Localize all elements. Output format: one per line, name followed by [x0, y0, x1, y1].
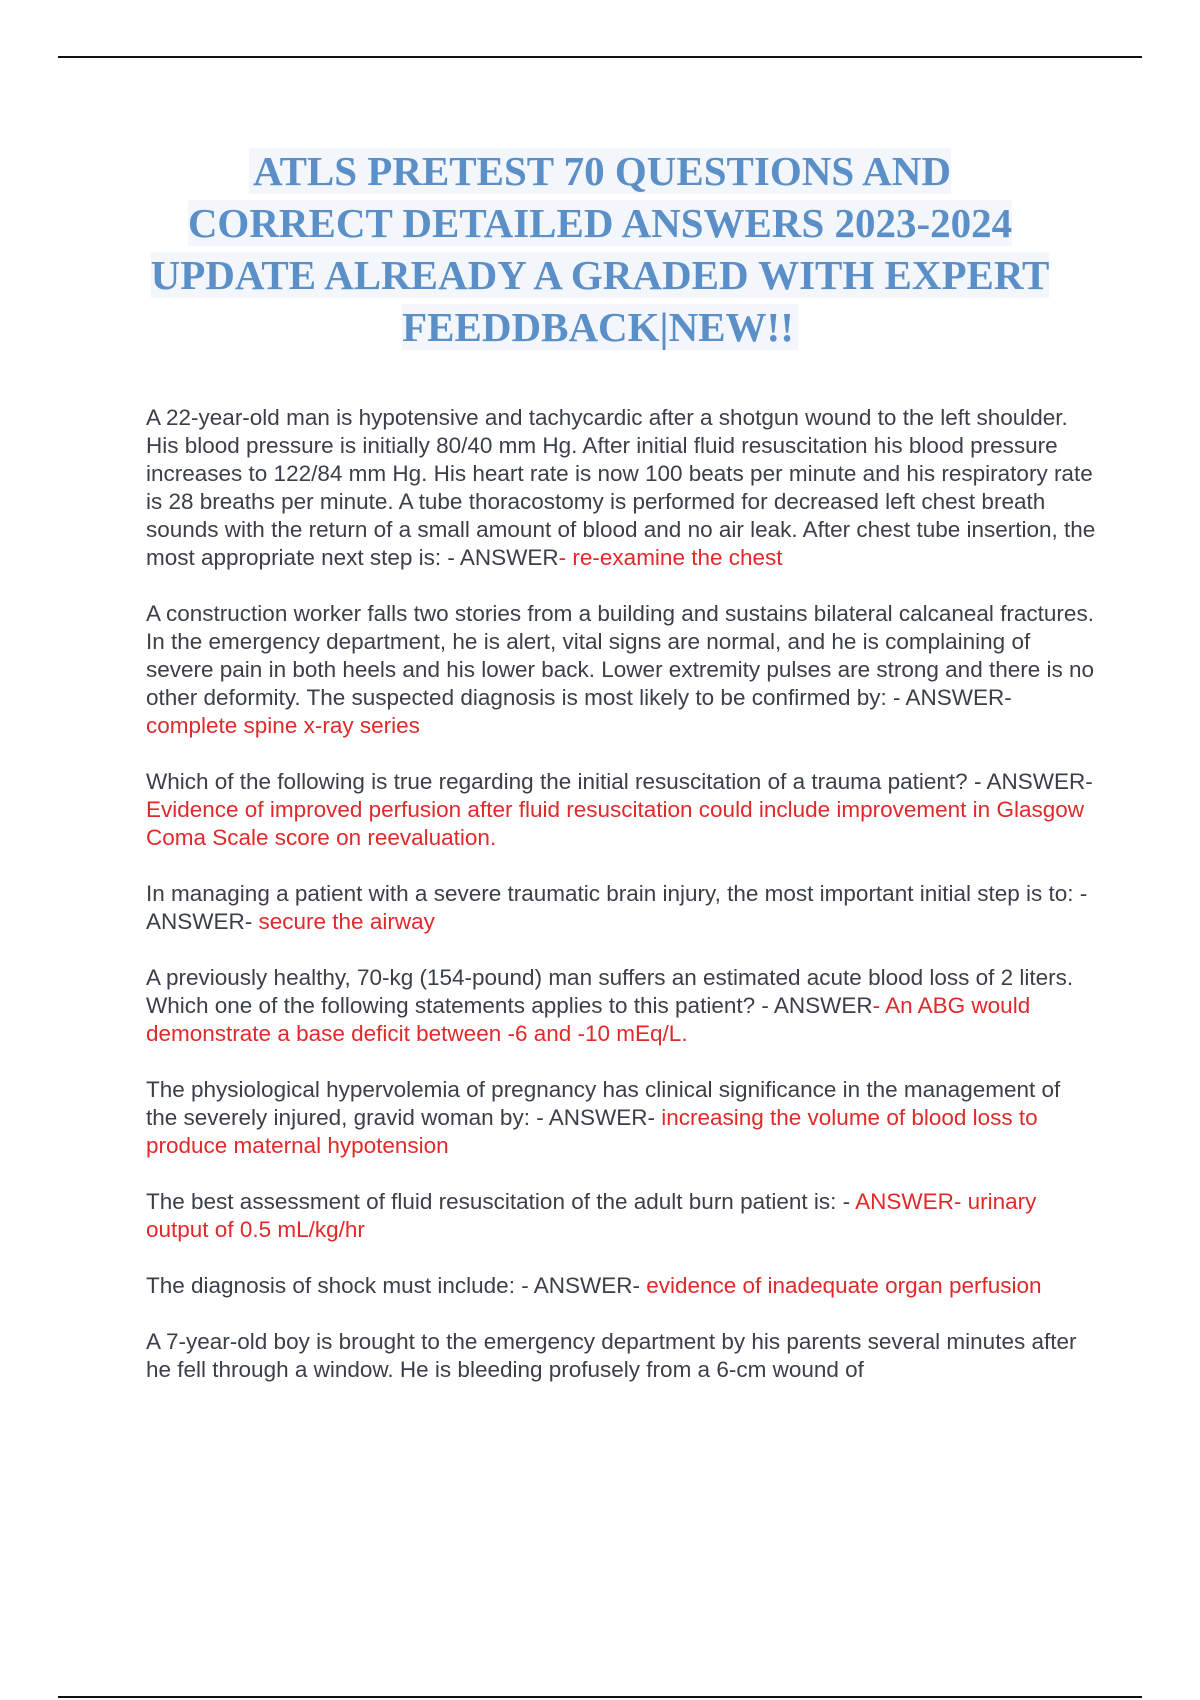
qa-item-4: [146, 880, 1096, 936]
question-text: The best assessment of fluid resuscitation of the adult burn patient is: -: [146, 1189, 856, 1214]
question-text: Which of the following is true regarding the initial resuscitation of a trauma patient? - ANSWER-: [146, 769, 1093, 794]
qa-item-2: [146, 600, 1096, 740]
question-text: The diagnosis of shock must include: - ANSWER-: [146, 1273, 647, 1298]
question-text: A construction worker falls two stories from a building and sustains bilateral calcaneal fractures. In the emergency department, he is alert, vital signs are normal, and he is complaining of severe pain in both heels and his lower back. Lower extremity pulses are strong and there is no other deformity. The suspected diagnosis is most likely to be confirmed by: - ANSWER-: [146, 601, 1095, 710]
question-text: A previously healthy, 70-kg (154-pound) man suffers an estimated acute blood loss of 2 liters. Which one of the following statements applies to this patient? - ANSWER: [146, 965, 1074, 1018]
answer-text: - An ABG would demonstrate a base deficit between -6 and -10 mEq/L.: [146, 993, 1031, 1046]
answer-text: ANSWER- urinary output of 0.5 mL/kg/hr: [146, 1189, 1037, 1242]
answer-text: evidence of inadequate organ perfusion: [646, 1273, 1042, 1298]
answer-text: increasing the volume of blood loss to produce maternal hypotension: [146, 1105, 1038, 1158]
answer-text: - re-examine the chest: [558, 545, 783, 570]
qa-list: [146, 404, 1096, 1412]
answer-text: complete spine x-ray series: [146, 713, 420, 738]
question-text: In managing a patient with a severe traumatic brain injury, the most important initial step is to: - ANSWER-: [146, 881, 1088, 934]
question-text: A 7-year-old boy is brought to the emergency department by his parents several minutes after he fell through a window. He is bleeding profusely from a 6-cm wound of: [146, 1329, 1077, 1382]
answer-text: secure the airway: [258, 909, 435, 934]
bottom-rule: [58, 1696, 1142, 1698]
question-text: A 22-year-old man is hypotensive and tachycardic after a shotgun wound to the left shoulder. His blood pressure is initially 80/40 mm Hg. After initial fluid resuscitation his blood pressure increases to 122/84 mm Hg. His heart rate is now 100 beats per minute and his respiratory rate is 28 breaths per minute. A tube thoracostomy is performed for decreased left chest breath sounds with the return of a small amount of blood and no air leak. After chest tube insertion, the most appropriate next step is: - ANSWER: [146, 405, 1096, 570]
top-rule: [58, 56, 1142, 58]
qa-item-9: [146, 1328, 1096, 1384]
qa-item-6: [146, 1076, 1096, 1160]
qa-item-3: [146, 768, 1096, 852]
document-title-text: ATLS PRETEST 70 QUESTIONS AND CORRECT DETAILED ANSWERS 2023-2024 UPDATE ALREADY A GRADED WITH EXPERT FEEDDBACK|NEW!!: [150, 148, 1050, 350]
qa-item-1: [146, 404, 1096, 572]
qa-item-8: [146, 1272, 1096, 1300]
qa-item-7: [146, 1188, 1096, 1244]
qa-item-5: [146, 964, 1096, 1048]
document-title: [150, 145, 1050, 353]
question-text: The physiological hypervolemia of pregnancy has clinical significance in the management of the severely injured, gravid woman by: - ANSWER-: [146, 1077, 1061, 1130]
answer-text: Evidence of improved perfusion after fluid resuscitation could include improvement in Glasgow Coma Scale score on reevaluation.: [146, 797, 1084, 850]
